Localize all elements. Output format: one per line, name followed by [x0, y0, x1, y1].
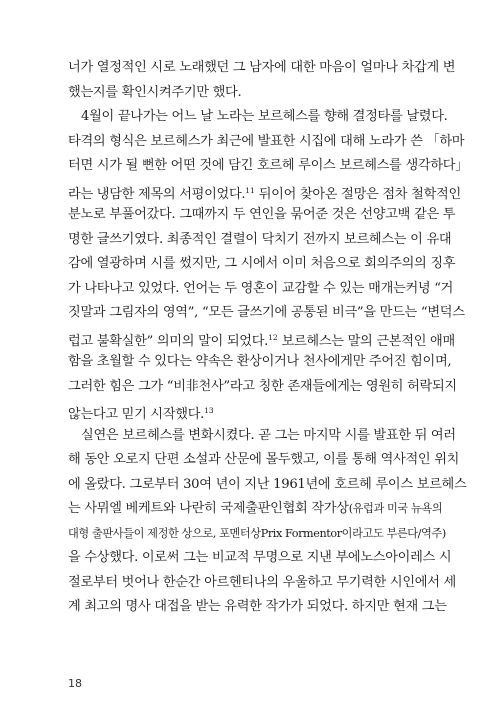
text-line: 그러한 힘은 그가 “비非천사”라고 칭한 존재들에게는 영원히 허락되지	[68, 378, 457, 394]
text-line-tail: 뒤이어 찾아온 절망은 점차 철학적인	[258, 186, 461, 202]
translator-note: 대형 출판사들이 제정한 상으로, 포멘터상Prix Formentor이라고도 부른다/역주)	[68, 526, 446, 540]
text-line: 4월이 끝나가는 어느 날 노라는 보르헤스를 향해 결정타를 날렸다.	[81, 109, 448, 124]
text-line: 너가 열정적인 시로 노래했던 그 남자에 대한 마음이 얼마나 차갑게 변	[68, 60, 456, 75]
text-line: 짓말과 그림자의 영역”, “모든 글쓰기에 공통된 비극”을 만드는 “변덕스	[68, 305, 465, 320]
text-line	[68, 497, 443, 522]
text-line	[68, 179, 461, 204]
text-line: 감에 열광하며 시를 썼지만, 그 시에서 이미 처음으로 회의주의의 징후	[68, 256, 456, 271]
text-line-head: 않는다고 믿기 시작했다.	[68, 407, 205, 422]
text-line	[68, 399, 435, 424]
text-line-head: 럽고 불확실한” 의미의 말이 되었다.	[68, 333, 269, 349]
text-line: 을 수상했다. 이로써 그는 비교적 무명으로 지낸 부에노스아이레스 시	[68, 550, 452, 565]
page-number: 18	[68, 677, 82, 690]
text-line	[68, 522, 446, 547]
text-line: 명한 글쓰기였다. 최종적인 결렬이 닥치기 전까지 보르헤스는 이 유대	[68, 231, 452, 247]
book-page-body	[68, 56, 469, 620]
text-line: 분노로 부풀어갔다. 그때까지 두 연인을 묶어준 것은 선양고백 같은 투	[68, 207, 456, 222]
text-line: 계 최고의 명사 대접을 받는 유력한 작가가 되었다. 하지만 현재 그는	[68, 599, 447, 614]
text-line-head: 는 사뮈엘 베케트와 나란히 국제출판인협회 작가상	[68, 501, 349, 516]
footnote-marker: 12	[268, 332, 278, 342]
text-line: 함을 초월할 수 있다는 약속은 환상이거나 천사에게만 주어진 힘이며,	[68, 354, 452, 369]
text-line	[68, 326, 455, 351]
text-line: 가 나타나고 있었다. 언어는 두 영혼이 교감할 수 있는 매개는커녕 “거	[68, 280, 454, 296]
text-line-tail: 보르헤스는 말의 근본적인 애매	[281, 333, 455, 349]
text-line: 에 올랐다. 그로부터 30여 년이 지난 1961년에 호르헤 루이스 보르헤스	[68, 476, 467, 492]
text-line: 절로부터 벗어나 한순간 아르헨티나의 우울하고 무기력한 시인에서 세	[68, 574, 456, 590]
text-line: 해 동안 오로지 단편 소설과 산문에 몰두했고, 이를 통해 역사적인 위치	[68, 452, 460, 467]
text-line: 터면 시가 될 뻔한 어떤 것에 담긴 호르헤 루이스 보르헤스를 생각하다」	[68, 158, 469, 173]
translator-note: (유럽과 미국 뉴욕의	[348, 502, 443, 515]
footnote-marker: 11	[245, 185, 255, 195]
footnote-marker: 13	[204, 406, 214, 415]
text-line: 타격의 형식은 보르헤스가 최근에 발표한 시집에 대해 노라가 쓴 「하마	[68, 133, 465, 149]
text-line-head: 라는 냉담한 제목의 서평이었다.	[68, 186, 246, 202]
text-line: 했는지를 확인시켜주기만 했다.	[68, 84, 242, 100]
text-line: 실연은 보르헤스를 변화시켰다. 곧 그는 마지막 시를 발표한 뒤 여러	[81, 427, 456, 443]
